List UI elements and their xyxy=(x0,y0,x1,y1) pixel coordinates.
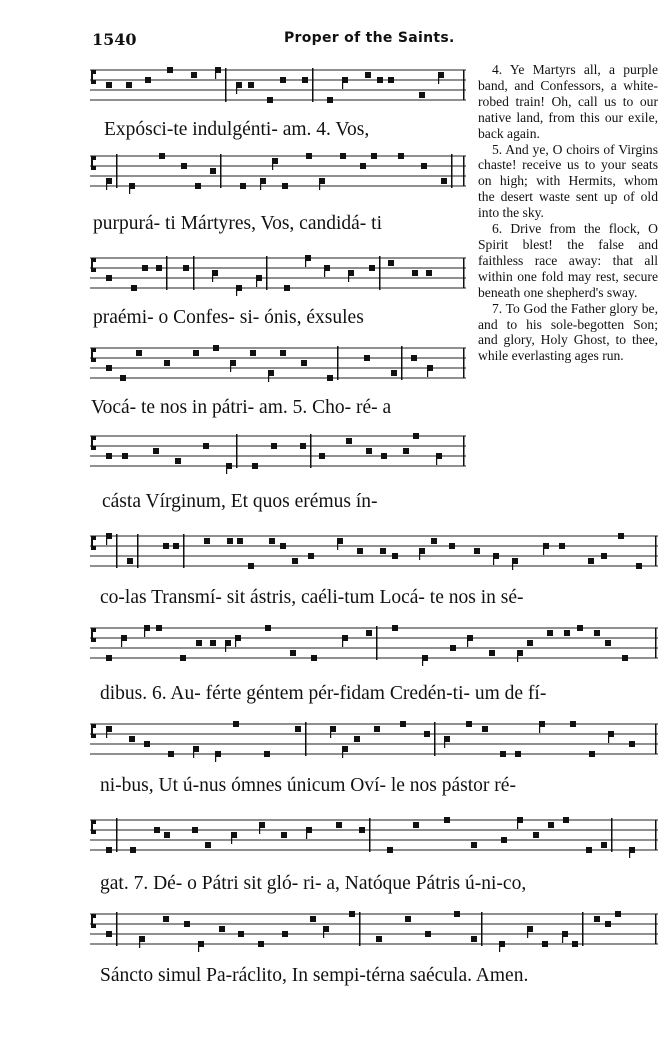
staff-graphic xyxy=(90,428,466,474)
staff-graphic xyxy=(90,716,658,762)
neume xyxy=(301,360,307,366)
neume xyxy=(145,77,151,83)
neume xyxy=(167,67,173,73)
neume xyxy=(319,453,325,459)
neume-stem xyxy=(106,726,107,738)
bar-line xyxy=(312,68,314,102)
bar-line xyxy=(310,434,312,468)
neume xyxy=(586,847,592,853)
neume xyxy=(471,936,477,942)
neume xyxy=(421,163,427,169)
neume xyxy=(425,931,431,937)
neume-stem xyxy=(272,158,273,170)
neume-stem xyxy=(256,275,257,287)
bar-line xyxy=(305,722,307,756)
neume-stem xyxy=(539,721,540,733)
neume xyxy=(346,438,352,444)
neume-stem xyxy=(419,548,420,560)
neume xyxy=(450,645,456,651)
neume xyxy=(252,463,258,469)
neume xyxy=(180,655,186,661)
neume-stem xyxy=(629,847,630,858)
neume xyxy=(240,183,246,189)
music-staff xyxy=(90,428,466,474)
bar-line xyxy=(236,434,238,468)
neume xyxy=(210,168,216,174)
neume-stem xyxy=(323,926,324,938)
neume xyxy=(377,77,383,83)
neume-stem xyxy=(129,183,130,194)
neume-stem xyxy=(337,538,338,550)
neume-stem xyxy=(144,625,145,637)
neume xyxy=(366,448,372,454)
neume xyxy=(364,355,370,361)
neume xyxy=(106,931,112,937)
neume-stem xyxy=(319,178,320,190)
music-staff xyxy=(90,812,658,858)
neume xyxy=(336,822,342,828)
neume xyxy=(175,458,181,464)
neume xyxy=(371,153,377,159)
bar-line xyxy=(220,154,222,188)
neume-stem xyxy=(259,822,260,834)
neume xyxy=(129,736,135,742)
bar-line xyxy=(193,256,195,290)
bar-line xyxy=(166,256,168,290)
translation-stanza: 6. Drive from the flock, O Spirit blest! the false and faithless race away: that all within one fold may rest, secure beneath one shepherd's sway. xyxy=(478,221,658,300)
neume xyxy=(163,543,169,549)
neume xyxy=(168,751,174,757)
lyric-line: ni-bus, Ut ú-nus ómnes únicum Oví- le nos pástor ré- xyxy=(100,775,516,796)
neume xyxy=(130,847,136,853)
bar-line xyxy=(116,154,118,188)
neume-stem xyxy=(543,543,544,555)
neume-stem xyxy=(268,370,269,382)
neume xyxy=(527,640,533,646)
neume-stem xyxy=(230,360,231,372)
neume xyxy=(131,285,137,291)
running-head: Proper of the Saints. xyxy=(284,30,455,46)
neume xyxy=(204,538,210,544)
neume xyxy=(466,721,472,727)
end-bar xyxy=(655,628,657,658)
bar-line xyxy=(266,256,268,290)
neume xyxy=(449,543,455,549)
neume xyxy=(542,941,548,947)
neume xyxy=(349,911,355,917)
bar-line xyxy=(434,722,436,756)
neume xyxy=(369,265,375,271)
neume xyxy=(210,640,216,646)
neume xyxy=(489,650,495,656)
end-bar xyxy=(463,70,465,100)
page-header xyxy=(92,30,542,52)
neume xyxy=(106,847,112,853)
neume-stem xyxy=(438,72,439,84)
neume xyxy=(153,448,159,454)
lyric-line: dibus. 6. Au- férte géntem pér-fidam Credén-ti- um de fí- xyxy=(100,683,547,704)
neume-stem xyxy=(517,817,518,829)
neume-stem xyxy=(260,178,261,190)
neume-stem xyxy=(306,827,307,839)
bar-line xyxy=(481,912,483,946)
neume xyxy=(219,926,225,932)
bar-line xyxy=(451,154,453,188)
staff-graphic xyxy=(90,906,658,952)
neume xyxy=(238,931,244,937)
neume xyxy=(233,721,239,727)
neume xyxy=(615,911,621,917)
neume xyxy=(391,370,397,376)
neume xyxy=(183,265,189,271)
neume-stem xyxy=(236,82,237,94)
neume-stem xyxy=(226,463,227,474)
lyric-line: gat. 7. Dé- o Pátri sit gló- ri- a, Natóque Pátris ú-ni-co, xyxy=(100,873,527,894)
clef-symbol xyxy=(91,70,96,84)
neume xyxy=(327,97,333,103)
neume xyxy=(310,916,316,922)
neume xyxy=(281,832,287,838)
neume xyxy=(184,921,190,927)
neume-stem xyxy=(212,270,213,282)
lyric-line: Vocá- te nos in pátri- am. 5. Cho- ré- a xyxy=(91,397,392,418)
bar-line xyxy=(337,346,339,380)
neume-stem xyxy=(493,553,494,565)
neume xyxy=(248,563,254,569)
neume xyxy=(601,842,607,848)
neume xyxy=(327,375,333,381)
translation-stanza: 4. Ye Martyrs all, a purple band, and Confessors, a white-robed train! Oh, call us to our native land, from this our exile, back again. xyxy=(478,62,658,141)
neume xyxy=(136,350,142,356)
staff-graphic xyxy=(90,620,658,666)
neume xyxy=(308,553,314,559)
neume xyxy=(154,827,160,833)
neume xyxy=(365,72,371,78)
neume xyxy=(605,640,611,646)
neume xyxy=(618,533,624,539)
staff-graphic xyxy=(90,250,466,296)
end-bar xyxy=(655,914,657,944)
neume xyxy=(501,837,507,843)
lyric-line: Sáncto simul Pa-ráclito, In sempi-térna saécula. Amen. xyxy=(100,965,529,986)
neume xyxy=(413,822,419,828)
neume xyxy=(392,553,398,559)
lyric-line: cásta Vírginum, Et quos erémus ín- xyxy=(102,491,378,512)
neume xyxy=(392,625,398,631)
bar-line xyxy=(183,534,185,568)
end-bar xyxy=(655,536,657,566)
neume xyxy=(142,265,148,271)
neume xyxy=(306,153,312,159)
neume xyxy=(559,543,565,549)
neume xyxy=(195,183,201,189)
neume-stem xyxy=(562,931,563,943)
neume xyxy=(191,72,197,78)
end-bar xyxy=(655,724,657,754)
neume xyxy=(405,916,411,922)
neume xyxy=(292,558,298,564)
neume xyxy=(411,355,417,361)
translation-column xyxy=(478,62,658,364)
neume-stem xyxy=(467,635,468,647)
neume xyxy=(376,936,382,942)
music-staff xyxy=(90,62,466,108)
neume xyxy=(564,630,570,636)
neume xyxy=(282,931,288,937)
staff-graphic xyxy=(90,340,466,386)
neume xyxy=(106,655,112,661)
neume xyxy=(380,548,386,554)
neume xyxy=(588,558,594,564)
neume-stem xyxy=(215,67,216,79)
neume-stem xyxy=(517,650,518,662)
lyric-line: purpurá- ti Mártyres, Vos, candidá- ti xyxy=(93,213,383,234)
neume xyxy=(284,285,290,291)
clef-symbol xyxy=(91,536,96,550)
neume xyxy=(192,827,198,833)
neume xyxy=(431,538,437,544)
neume xyxy=(412,270,418,276)
neume-stem xyxy=(422,655,423,666)
neume-stem xyxy=(427,365,428,377)
neume xyxy=(237,538,243,544)
end-bar xyxy=(463,348,465,378)
neume xyxy=(388,260,394,266)
neume xyxy=(127,558,133,564)
neume xyxy=(106,453,112,459)
neume xyxy=(354,736,360,742)
neume-stem xyxy=(305,255,306,267)
neume xyxy=(193,350,199,356)
music-staff xyxy=(90,528,658,574)
clef-symbol xyxy=(91,628,96,642)
clef-symbol xyxy=(91,436,96,450)
neume xyxy=(594,630,600,636)
music-staff xyxy=(90,340,466,386)
neume xyxy=(548,822,554,828)
lyric-line: Expósci-te indulgénti- am. 4. Vos, xyxy=(104,119,370,140)
end-bar xyxy=(463,436,465,466)
clef-symbol xyxy=(91,820,96,834)
neume xyxy=(227,538,233,544)
neume xyxy=(300,443,306,449)
neume xyxy=(258,941,264,947)
neume xyxy=(471,842,477,848)
clef-symbol xyxy=(91,724,96,738)
neume xyxy=(106,82,112,88)
neume xyxy=(589,751,595,757)
neume-stem xyxy=(342,746,343,758)
bar-line xyxy=(137,534,139,568)
clef-symbol xyxy=(91,156,96,170)
neume-stem xyxy=(215,751,216,762)
neume xyxy=(213,345,219,351)
neume xyxy=(196,640,202,646)
neume-stem xyxy=(444,736,445,748)
neume xyxy=(340,153,346,159)
neume-stem xyxy=(608,731,609,743)
neume xyxy=(311,655,317,661)
neume-stem xyxy=(342,77,343,89)
neume xyxy=(570,721,576,727)
neume xyxy=(636,563,642,569)
neume xyxy=(474,548,480,554)
neume xyxy=(156,625,162,631)
neume xyxy=(159,153,165,159)
neume xyxy=(122,453,128,459)
neume-stem xyxy=(235,635,236,647)
neume xyxy=(280,77,286,83)
neume xyxy=(360,163,366,169)
music-staff xyxy=(90,906,658,952)
bar-line xyxy=(116,534,118,568)
neume xyxy=(605,921,611,927)
neume-stem xyxy=(121,635,122,647)
neume xyxy=(271,443,277,449)
bar-line xyxy=(225,68,227,102)
neume-stem xyxy=(324,265,325,277)
staff-graphic xyxy=(90,148,466,194)
neume xyxy=(265,625,271,631)
neume xyxy=(203,443,209,449)
neume xyxy=(173,543,179,549)
neume xyxy=(264,751,270,757)
neume xyxy=(295,726,301,732)
neume xyxy=(106,275,112,281)
neume xyxy=(594,916,600,922)
neume xyxy=(163,916,169,922)
neume xyxy=(164,360,170,366)
neume xyxy=(563,817,569,823)
neume xyxy=(126,82,132,88)
neume xyxy=(290,650,296,656)
neume xyxy=(366,630,372,636)
neume-stem xyxy=(139,936,140,948)
bar-line xyxy=(611,818,613,852)
neume-stem xyxy=(198,941,199,952)
neume-stem xyxy=(342,635,343,647)
end-bar xyxy=(655,820,657,850)
neume xyxy=(302,77,308,83)
neume xyxy=(601,553,607,559)
neume-stem xyxy=(225,640,226,652)
neume xyxy=(267,97,273,103)
neume xyxy=(515,751,521,757)
staff-graphic xyxy=(90,812,658,858)
neume xyxy=(120,375,126,381)
neume xyxy=(400,721,406,727)
neume xyxy=(454,911,460,917)
music-staff xyxy=(90,250,466,296)
neume xyxy=(419,92,425,98)
neume-stem xyxy=(436,453,437,465)
clef-symbol xyxy=(91,914,96,928)
neume-stem xyxy=(512,558,513,570)
neume xyxy=(269,538,275,544)
neume xyxy=(577,625,583,631)
neume xyxy=(156,265,162,271)
end-bar xyxy=(463,258,465,288)
neume xyxy=(622,655,628,661)
end-bar xyxy=(463,156,465,186)
bar-line xyxy=(376,626,378,660)
neume xyxy=(547,630,553,636)
music-staff xyxy=(90,716,658,762)
neume-stem xyxy=(330,726,331,738)
neume-stem xyxy=(231,832,232,844)
staff-graphic xyxy=(90,528,658,574)
lyric-line: co-las Transmí- sit ástris, caéli-tum Locá- te nos in sé- xyxy=(100,587,524,608)
lyric-line: praémi- o Confes- si- ónis, éxsules xyxy=(93,307,364,328)
neume-stem xyxy=(348,270,349,282)
bar-line xyxy=(116,912,118,946)
translation-stanza: 7. To God the Father glory be, and to his sole-begotten Son; and glory, Holy Ghost, to thee, while everlasting ages run. xyxy=(478,300,658,364)
neume-stem xyxy=(193,746,194,758)
music-staff xyxy=(90,148,466,194)
music-staff xyxy=(90,620,658,666)
neume xyxy=(398,153,404,159)
neume xyxy=(426,270,432,276)
page-number: 1540 xyxy=(92,30,137,49)
neume xyxy=(572,941,578,947)
neume xyxy=(164,832,170,838)
neume xyxy=(282,183,288,189)
bar-line xyxy=(116,818,118,852)
neume xyxy=(424,731,430,737)
bar-line xyxy=(582,912,584,946)
neume xyxy=(482,726,488,732)
neume xyxy=(374,726,380,732)
neume xyxy=(500,751,506,757)
clef-symbol xyxy=(91,258,96,272)
neume xyxy=(441,178,447,184)
clef-symbol xyxy=(91,348,96,362)
neume xyxy=(250,350,256,356)
neume xyxy=(381,453,387,459)
neume xyxy=(444,817,450,823)
neume xyxy=(280,350,286,356)
neume xyxy=(533,832,539,838)
bar-line xyxy=(359,912,361,946)
neume-stem xyxy=(236,285,237,296)
neume xyxy=(403,448,409,454)
neume xyxy=(388,77,394,83)
neume xyxy=(181,163,187,169)
neume xyxy=(413,433,419,439)
neume xyxy=(106,365,112,371)
bar-line xyxy=(401,346,403,380)
neume xyxy=(629,741,635,747)
neume xyxy=(205,842,211,848)
bar-line xyxy=(369,818,371,852)
neume-stem xyxy=(106,178,107,190)
neume xyxy=(248,82,254,88)
neume xyxy=(357,548,363,554)
neume xyxy=(359,827,365,833)
neume xyxy=(280,543,286,549)
neume-stem xyxy=(106,533,107,545)
neume-stem xyxy=(499,941,500,952)
translation-stanza: 5. And ye, O choirs of Virgins chaste! receive us to your seats on high; with Hermits, whom the desert waste sent up of old into the sky. xyxy=(478,141,658,221)
staff-graphic xyxy=(90,62,466,108)
neume xyxy=(144,741,150,747)
bar-line xyxy=(379,256,381,290)
neume xyxy=(387,847,393,853)
neume-stem xyxy=(527,926,528,938)
